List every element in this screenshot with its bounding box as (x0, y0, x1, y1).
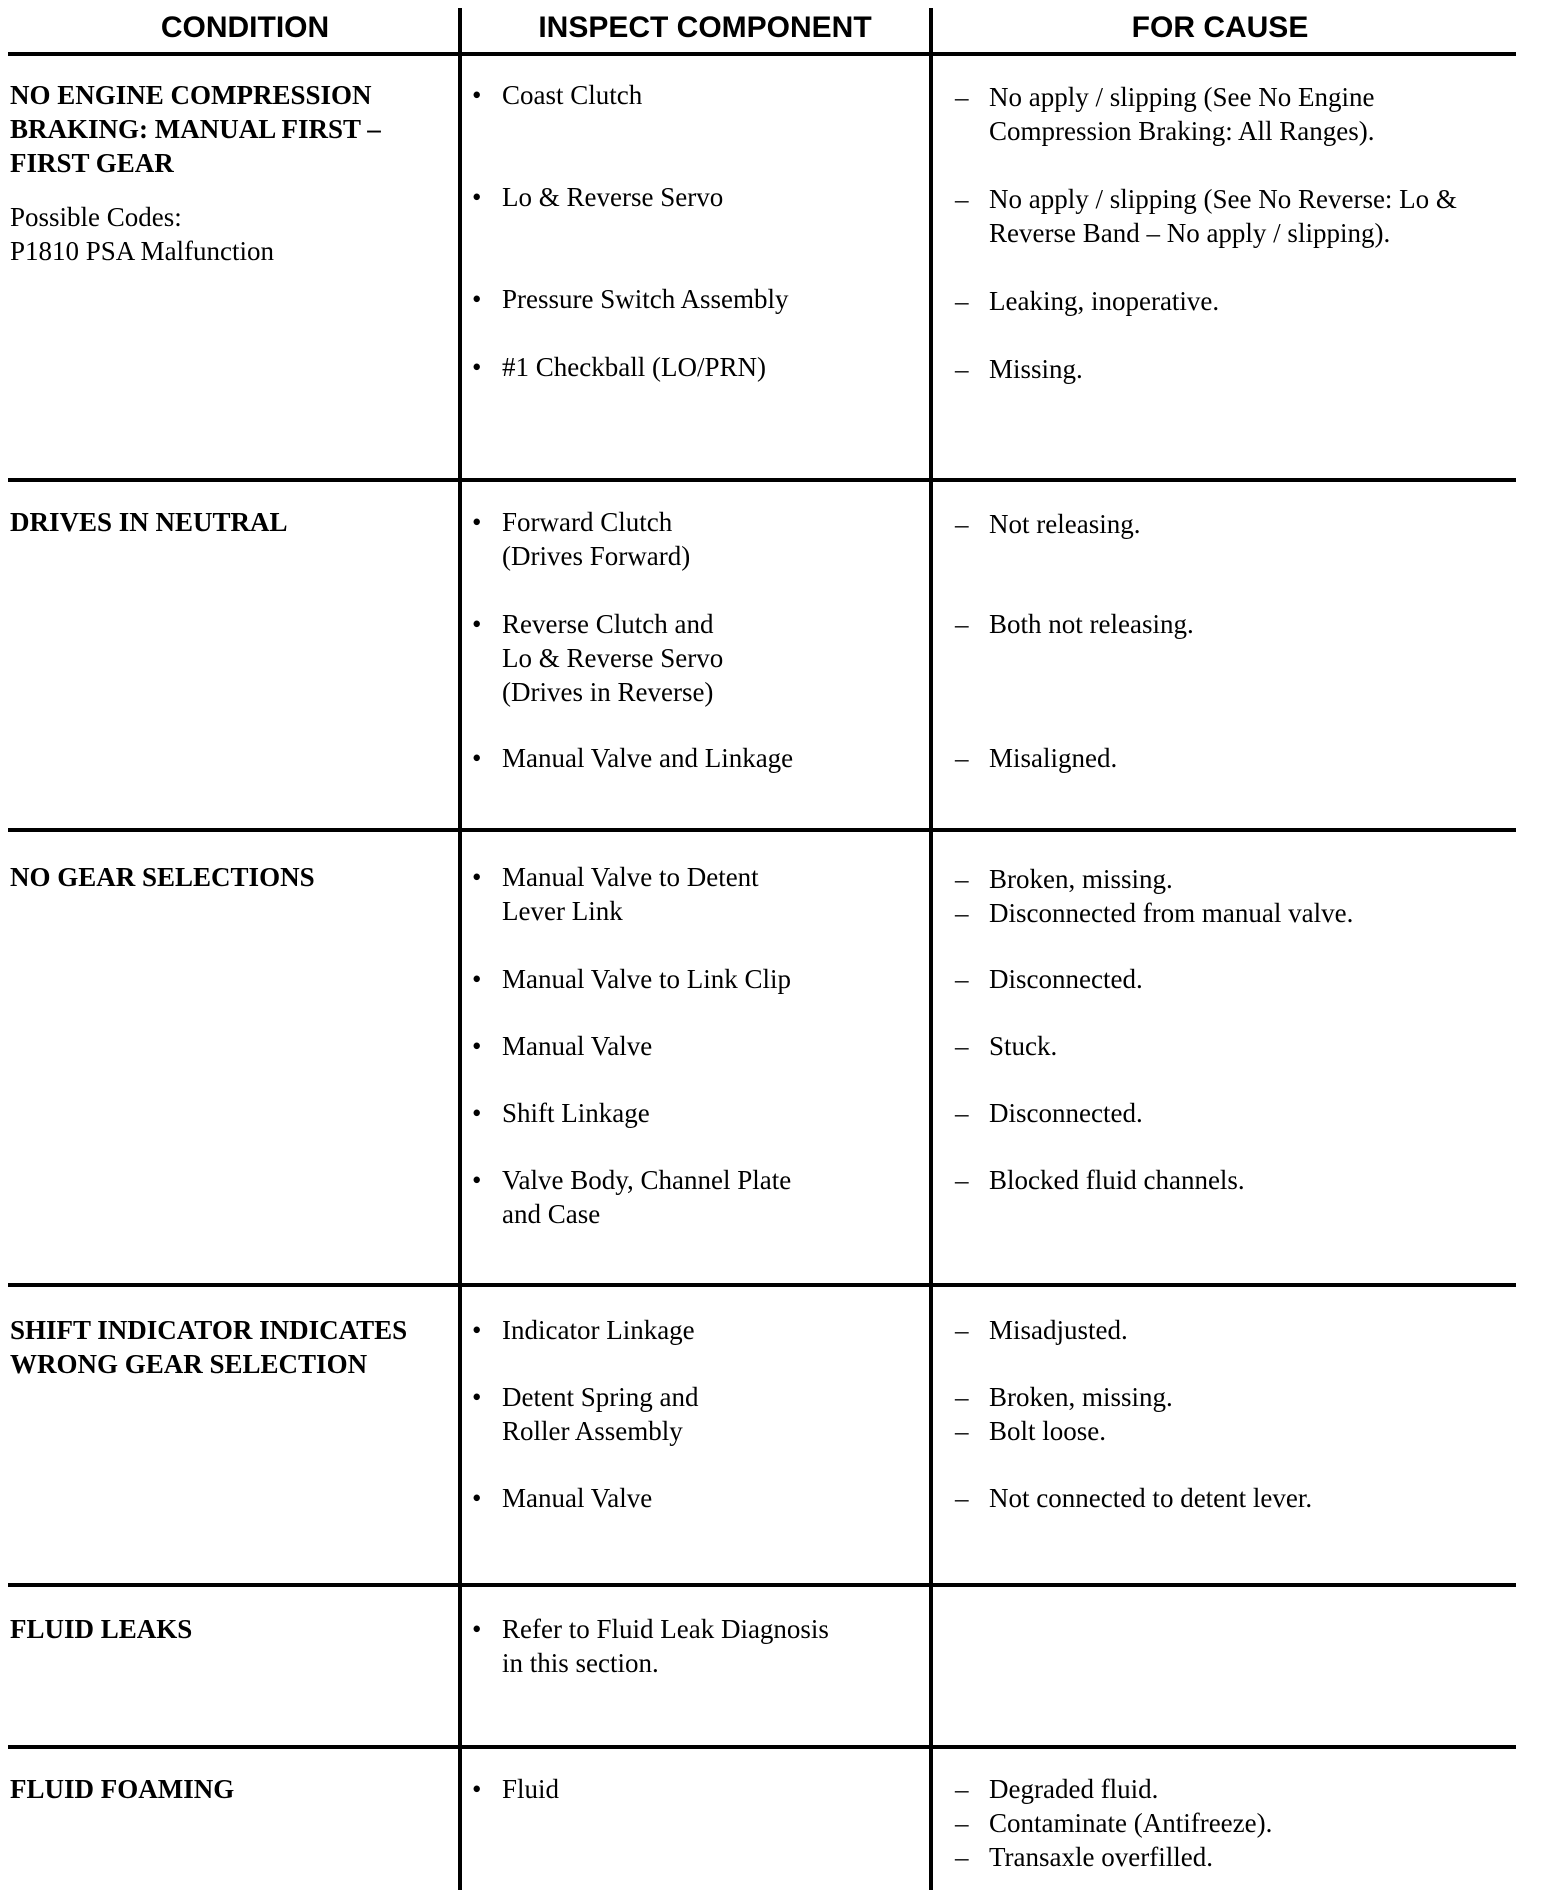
dash-icon: – (955, 184, 969, 214)
cause-line (955, 507, 1515, 541)
component-item (472, 1612, 922, 1680)
component-item (472, 1772, 922, 1806)
row-divider (8, 1283, 1516, 1287)
cause-cell (955, 607, 1515, 641)
dash-icon: – (955, 864, 969, 894)
dash-icon: – (955, 1031, 969, 1061)
component-item (472, 1313, 922, 1347)
component-item (472, 962, 922, 996)
cause-cell (955, 1380, 1515, 1448)
component-text: Manual Valve (502, 1031, 653, 1061)
row-divider (8, 828, 1516, 832)
condition-text: NO ENGINE COMPRESSION BRAKING: MANUAL FIRST – FIRST GEAR (10, 80, 381, 178)
cause-line (955, 1840, 1515, 1874)
condition-cell (10, 505, 450, 539)
cause-cell (955, 284, 1515, 318)
codes-value: P1810 PSA Malfunction (10, 236, 275, 266)
cause-line (955, 1313, 1515, 1347)
cause-cell (955, 862, 1515, 930)
cause-line (955, 284, 1515, 318)
bullet-icon: • (472, 609, 482, 639)
bullet-icon: • (472, 1098, 482, 1128)
bullet-icon: • (472, 1165, 482, 1195)
cause-line (955, 896, 1515, 930)
cause-line (955, 1029, 1515, 1063)
cause-text: No apply / slipping (See No Engine Compression Braking: All Ranges). (989, 82, 1375, 146)
header-for-cause: FOR CAUSE (1131, 11, 1309, 44)
cause-line (955, 1481, 1515, 1515)
dash-icon: – (955, 1774, 969, 1804)
cause-text: Disconnected. (989, 1098, 1143, 1128)
dash-icon: – (955, 1416, 969, 1446)
cause-text: Missing. (989, 354, 1083, 384)
component-item (472, 505, 922, 573)
dash-icon: – (955, 354, 969, 384)
bullet-icon: • (472, 1774, 482, 1804)
column-divider-right (929, 8, 933, 1890)
cause-line (955, 862, 1515, 896)
condition-cell (10, 860, 450, 894)
cause-text: Misadjusted. (989, 1315, 1128, 1345)
bullet-icon: • (472, 507, 482, 537)
dash-icon: – (955, 509, 969, 539)
bullet-icon: • (472, 1382, 482, 1412)
condition-cell (10, 1313, 450, 1381)
cause-cell (955, 1772, 1515, 1874)
component-text: Shift Linkage (502, 1098, 650, 1128)
bullet-icon: • (472, 862, 482, 892)
component-text: Manual Valve and Linkage (502, 743, 794, 773)
cause-line (955, 1096, 1515, 1130)
cause-text: Contaminate (Antifreeze). (989, 1808, 1273, 1838)
cause-line (955, 1806, 1515, 1840)
component-item (472, 350, 922, 384)
cause-line (955, 1380, 1515, 1414)
component-text: Manual Valve (502, 1483, 653, 1513)
codes-label: Possible Codes: (10, 202, 182, 232)
condition-cell (10, 1772, 450, 1806)
row-divider (8, 1583, 1516, 1587)
component-text: Lo & Reverse Servo (502, 182, 724, 212)
bullet-icon: • (472, 1483, 482, 1513)
component-item (472, 1096, 922, 1130)
cause-cell (955, 182, 1515, 250)
cause-text: Blocked fluid channels. (989, 1165, 1245, 1195)
cause-cell (955, 962, 1515, 996)
condition-text: FLUID LEAKS (10, 1614, 193, 1644)
possible-codes (10, 200, 450, 268)
dash-icon: – (955, 286, 969, 316)
cause-cell (955, 80, 1515, 148)
component-item (472, 1029, 922, 1063)
dash-icon: – (955, 1808, 969, 1838)
cause-text: Stuck. (989, 1031, 1058, 1061)
header-inspect-component: INSPECT COMPONENT (538, 11, 872, 44)
cause-line (955, 1414, 1515, 1448)
component-text: Fluid (502, 1774, 560, 1804)
component-text: #1 Checkball (LO/PRN) (502, 352, 766, 382)
bullet-icon: • (472, 1031, 482, 1061)
row-divider (8, 1745, 1516, 1749)
cause-cell (955, 1029, 1515, 1063)
cause-cell (955, 741, 1515, 775)
cause-text: Disconnected from manual valve. (989, 898, 1354, 928)
cause-text: Not connected to detent lever. (989, 1483, 1313, 1513)
component-item (472, 78, 922, 112)
condition-cell (10, 78, 450, 268)
cause-line (955, 1772, 1515, 1806)
header-condition: CONDITION (160, 11, 330, 44)
cause-cell (955, 352, 1515, 386)
bullet-icon: • (472, 964, 482, 994)
component-text: Refer to Fluid Leak Diagnosis in this section. (502, 1614, 829, 1678)
component-item (472, 1163, 922, 1231)
dash-icon: – (955, 1842, 969, 1872)
component-text: Coast Clutch (502, 80, 643, 110)
cause-text: Leaking, inoperative. (989, 286, 1220, 316)
cause-cell (955, 1481, 1515, 1515)
bullet-icon: • (472, 1614, 482, 1644)
cause-text: Not releasing. (989, 509, 1141, 539)
component-text: Detent Spring and Roller Assembly (502, 1382, 699, 1446)
dash-icon: – (955, 1483, 969, 1513)
dash-icon: – (955, 1165, 969, 1195)
cause-cell (955, 1163, 1515, 1197)
component-item (472, 741, 922, 775)
cause-line (955, 182, 1515, 250)
component-item (472, 607, 922, 709)
component-text: Valve Body, Channel Plate and Case (502, 1165, 792, 1229)
component-text: Indicator Linkage (502, 1315, 695, 1345)
bullet-icon: • (472, 1315, 482, 1345)
dash-icon: – (955, 609, 969, 639)
cause-cell (955, 1096, 1515, 1130)
cause-line (955, 607, 1515, 641)
condition-cell (10, 1612, 450, 1646)
cause-text: Transaxle overfilled. (989, 1842, 1213, 1872)
bullet-icon: • (472, 743, 482, 773)
bullet-icon: • (472, 80, 482, 110)
component-text: Manual Valve to Detent Lever Link (502, 862, 759, 926)
component-text: Reverse Clutch and Lo & Reverse Servo (Drives in Reverse) (502, 609, 724, 707)
dash-icon: – (955, 1098, 969, 1128)
condition-text: NO GEAR SELECTIONS (10, 862, 315, 892)
cause-text: Broken, missing. (989, 864, 1173, 894)
dash-icon: – (955, 1315, 969, 1345)
row-divider (8, 478, 1516, 482)
cause-text: Misaligned. (989, 743, 1118, 773)
component-item (472, 860, 922, 928)
dash-icon: – (955, 964, 969, 994)
component-text: Manual Valve to Link Clip (502, 964, 791, 994)
cause-text: Bolt loose. (989, 1416, 1107, 1446)
header-rule (8, 52, 1516, 56)
condition-text: SHIFT INDICATOR INDICATES WRONG GEAR SELECTION (10, 1315, 408, 1379)
component-item (472, 1481, 922, 1515)
bullet-icon: • (472, 352, 482, 382)
component-item (472, 282, 922, 316)
component-item (472, 180, 922, 214)
cause-text: Degraded fluid. (989, 1774, 1159, 1804)
cause-line (955, 741, 1515, 775)
component-item (472, 1380, 922, 1448)
component-text: Pressure Switch Assembly (502, 284, 789, 314)
dash-icon: – (955, 1382, 969, 1412)
bullet-icon: • (472, 182, 482, 212)
cause-text: Broken, missing. (989, 1382, 1173, 1412)
cause-line (955, 1163, 1515, 1197)
cause-line (955, 80, 1515, 148)
bullet-icon: • (472, 284, 482, 314)
cause-cell (955, 507, 1515, 541)
cause-line (955, 962, 1515, 996)
condition-text: FLUID FOAMING (10, 1774, 235, 1804)
dash-icon: – (955, 898, 969, 928)
cause-text: No apply / slipping (See No Reverse: Lo & Reverse Band – No apply / slipping). (989, 184, 1457, 248)
dash-icon: – (955, 82, 969, 112)
cause-cell (955, 1313, 1515, 1347)
cause-text: Both not releasing. (989, 609, 1194, 639)
condition-text: DRIVES IN NEUTRAL (10, 507, 288, 537)
component-text: Forward Clutch (Drives Forward) (502, 507, 691, 571)
column-divider-left (458, 8, 462, 1890)
dash-icon: – (955, 743, 969, 773)
cause-line (955, 352, 1515, 386)
cause-text: Disconnected. (989, 964, 1143, 994)
